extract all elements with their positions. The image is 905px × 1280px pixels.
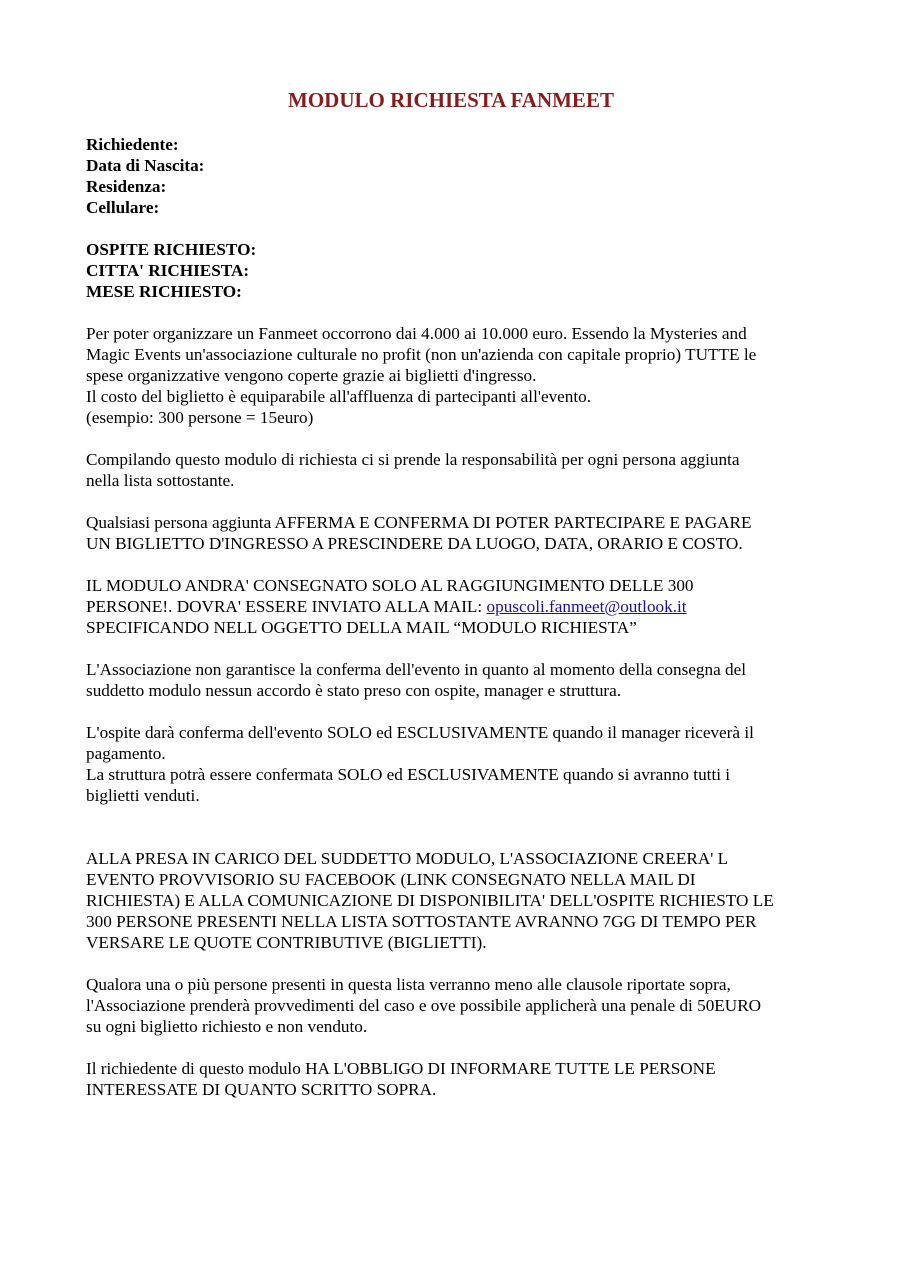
text-line: su ogni biglietto richiesto e non venduto. <box>86 1017 368 1036</box>
text-line: Qualsiasi persona aggiunta AFFERMA E CONFERMA DI POTER PARTECIPARE E PAGARE <box>86 513 752 532</box>
text-line: pagamento. <box>86 744 166 763</box>
text-line: ALLA PRESA IN CARICO DEL SUDDETTO MODULO, L'ASSOCIAZIONE CREERA' L <box>86 849 729 868</box>
text-line: Per poter organizzare un Fanmeet occorrono dai 4.000 ai 10.000 euro. Essendo la Mysteries and <box>86 324 747 343</box>
text-line: EVENTO PROVVISORIO SU FACEBOOK (LINK CONSEGNATO NELLA MAIL DI <box>86 870 696 889</box>
text-line: RICHIESTA) E ALLA COMUNICAZIONE DI DISPONIBILITA' DELL'OSPITE RICHIESTO LE <box>86 891 774 910</box>
field-ospite-richiesto: OSPITE RICHIESTO: <box>86 240 257 259</box>
text-line: suddetto modulo nessun accordo è stato preso con ospite, manager e struttura. <box>86 681 622 700</box>
text-line: Qualora una o più persone presenti in questa lista verranno meno alle clausole riportate sopra, <box>86 975 731 994</box>
field-richiedente: Richiedente: <box>86 135 179 154</box>
text-line: nella lista sottostante. <box>86 471 235 490</box>
text-line-with-email <box>86 596 826 617</box>
paragraph-costs <box>86 323 826 428</box>
text-line: l'Associazione prenderà provvedimenti del caso e ove possibile applicherà una penale di 50EURO <box>86 996 762 1015</box>
field-residenza: Residenza: <box>86 177 167 196</box>
text-line: (esempio: 300 persone = 15euro) <box>86 408 314 427</box>
text-line: IL MODULO ANDRA' CONSEGNATO SOLO AL RAGGIUNGIMENTO DELLE 300 <box>86 576 694 595</box>
field-cellulare: Cellulare: <box>86 198 160 217</box>
text-line: 300 PERSONE PRESENTI NELLA LISTA SOTTOSTANTE AVRANNO 7GG DI TEMPO PER <box>86 912 757 931</box>
field-mese-richiesto: MESE RICHIESTO: <box>86 282 242 301</box>
document-title: MODULO RICHIESTA FANMEET <box>288 88 614 112</box>
paragraph-penalty <box>86 974 826 1037</box>
field-data-di-nascita: Data di Nascita: <box>86 156 205 175</box>
text-line: UN BIGLIETTO D'INGRESSO A PRESCINDERE DA LUOGO, DATA, ORARIO E COSTO. <box>86 534 743 553</box>
paragraph-affirmation <box>86 512 826 554</box>
text-line: Magic Events un'associazione culturale no profit (non un'azienda con capitale proprio) TUTTE le <box>86 345 757 364</box>
paragraph-event-creation <box>86 848 826 953</box>
paragraph-no-guarantee <box>86 659 826 701</box>
paragraph-submission <box>86 575 826 638</box>
paragraph-responsibility <box>86 449 826 491</box>
paragraph-obligation <box>86 1058 826 1100</box>
text-line: Il costo del biglietto è equiparabile all'affluenza di partecipanti all'evento. <box>86 387 592 406</box>
text-line: SPECIFICANDO NELL OGGETTO DELLA MAIL “MODULO RICHIESTA” <box>86 618 637 637</box>
text-line: L'Associazione non garantisce la conferma dell'evento in quanto al momento della consegna del <box>86 660 747 679</box>
text-line: L'ospite darà conferma dell'evento SOLO ed ESCLUSIVAMENTE quando il manager riceverà il <box>86 723 754 742</box>
paragraph-confirmation <box>86 722 826 806</box>
document-page <box>86 86 826 1121</box>
text-line: biglietti venduti. <box>86 786 200 805</box>
email-link[interactable]: opuscoli.fanmeet@outlook.it <box>486 597 687 616</box>
text-line: Il richiedente di questo modulo HA L'OBBLIGO DI INFORMARE TUTTE LE PERSONE <box>86 1059 716 1078</box>
text-line: VERSARE LE QUOTE CONTRIBUTIVE (BIGLIETTI). <box>86 933 487 952</box>
text-line: La struttura potrà essere confermata SOLO ed ESCLUSIVAMENTE quando si avranno tutti i <box>86 765 731 784</box>
text-line: Compilando questo modulo di richiesta ci si prende la responsabilità per ogni persona aggiunta <box>86 450 740 469</box>
text-line: spese organizzative vengono coperte grazie ai biglietti d'ingresso. <box>86 366 537 385</box>
text-segment: PERSONE!. DOVRA' ESSERE INVIATO ALLA MAIL: <box>86 597 487 616</box>
request-fields <box>86 239 826 302</box>
applicant-fields <box>86 134 826 218</box>
text-line: INTERESSATE DI QUANTO SCRITTO SOPRA. <box>86 1080 437 1099</box>
field-citta-richiesta: CITTA' RICHIESTA: <box>86 261 250 280</box>
